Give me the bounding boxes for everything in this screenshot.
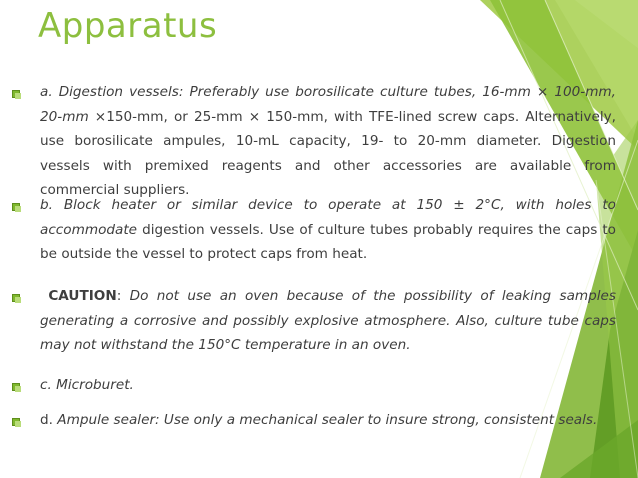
- square-bullet-icon: [12, 203, 20, 211]
- bullet-text: [40, 284, 616, 358]
- item-italic-text: Do not use an oven because of the possibility of leaking samples generating a corrosive and possibly explosive atmosphere. Also, culture tube caps may not withstand the 150°C temperature in an oven.: [40, 288, 617, 353]
- bullet-text: [40, 373, 616, 398]
- bullet-text: [40, 80, 616, 203]
- bullet-text: [40, 193, 616, 267]
- item-letter: d.: [40, 412, 53, 428]
- item-label: Digestion vessels:: [58, 84, 184, 100]
- square-bullet-icon: [12, 294, 20, 302]
- square-bullet-icon: [12, 418, 20, 426]
- item-letter: a.: [40, 84, 53, 100]
- item-italic-text: Preferably use borosilicate culture tubes, 16-mm × 100-mm, 20-mm ×: [40, 84, 616, 125]
- caution-separator: :: [116, 288, 122, 304]
- item-plain-text: digestion vessels. Use of culture tubes probably requires the caps to be outside the vessel to protect caps from heat.: [40, 221, 616, 262]
- item-letter: b.: [40, 197, 53, 213]
- item-italic-text: Ampule sealer: Use only a mechanical sealer to insure strong, consistent seals.: [57, 412, 598, 428]
- square-bullet-icon: [12, 383, 20, 391]
- caution-label: CAUTION: [48, 288, 117, 304]
- slide-title: Apparatus: [38, 6, 218, 46]
- item-letter: c.: [40, 377, 52, 393]
- item-italic-text: Block heater or similar device to operate at 150 ± 2°C, with holes to accommodate: [40, 197, 616, 238]
- bullet-text: [40, 408, 616, 433]
- square-bullet-icon: [12, 90, 20, 98]
- item-italic-text: Microburet.: [56, 377, 134, 393]
- item-plain-text: 150-mm, or 25-mm × 150-mm, with TFE-lined screw caps. Alternatively, use borosilicate ampules, 10-mL capacity, 19- to 20-mm diameter. Digestion vessels with premixed reagents and other accessories are available from commercial suppliers.: [40, 108, 616, 198]
